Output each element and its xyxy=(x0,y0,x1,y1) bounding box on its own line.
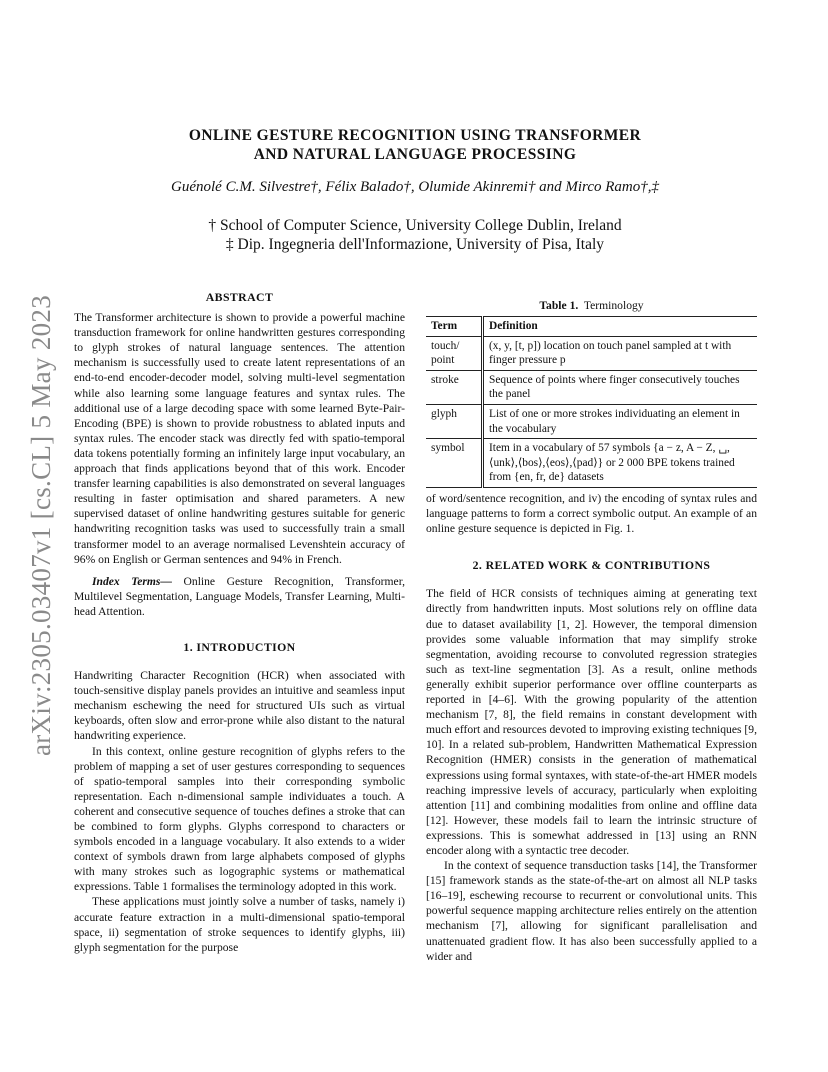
related-work-heading: 2. RELATED WORK & CONTRIBUTIONS xyxy=(472,558,711,573)
table-row xyxy=(426,370,757,404)
table-cell-term: stroke xyxy=(426,370,483,404)
authors: Guénolé C.M. Silvestre†, Félix Balado†, Olumide Akinremi† and Mirco Ramo†,‡ xyxy=(171,179,659,195)
paper-title xyxy=(100,126,730,164)
index-terms xyxy=(74,574,405,619)
related-paragraph-1: The field of HCR consists of techniques aiming at generating text directly from handwritten inputs. Most solutions rely on offline data due to dataset availability [1, 2]. However, the temporal dimension provides some valuable information that may simplify stroke segmentation, avoiding recourse to convoluted regression strategies such as text-line segmentation [3]. As a result, online methods generally exhibit superior performance over offline counterparts as reported in [4–6]. With the growing popularity of the attention mechanism [7, 8], the field remains in constant development with much effort and resources devoted to improving existing techniques [9, 10]. In a related sub-problem, Handwritten Mathematical Expression Recognition (HMER) consists in the generation of mathematical expressions using formal syntaxes, with state-of-the-art HMER models reaching impressive levels of accuracy, particularly when exploiting attention [11] and combining modalities from online and offline data [12]. However, these models fail to learn the intrinsic structure of expressions. This is somewhat addressed in [13] using an RNN encoder along with a syntactic tree decoder. xyxy=(426,587,757,857)
table-row xyxy=(426,336,757,370)
intro-paragraph-1: Handwriting Character Recognition (HCR) when associated with touch-sensitive display panels provides an intuitive and seamless input mechanism eschewing the need for structured UIs such as virtual keyboards, often slow and error-prone while also distant to the natural handwriting experience. xyxy=(74,669,405,743)
table-cell-definition: (x, y, [t, p]) location on touch panel sampled at t with finger pressure p xyxy=(483,336,758,370)
abstract-heading: ABSTRACT xyxy=(205,290,274,304)
index-terms-label: Index Terms— xyxy=(92,574,173,588)
intro-continuation: of word/sentence recognition, and iv) the encoding of syntax rules and language patterns to form a correct symbolic output. An example of an online gesture sequence is depicted in Fig. 1. xyxy=(426,492,757,536)
abstract-text: The Transformer architecture is shown to provide a powerful machine transduction framework for online handwritten gestures corresponding to glyph strokes of natural language sentences. The attention mechanism is successfully used to create latent representations of an end-to-end encoder-decoder model, solving multi-level segmentation while also learning some language features and syntax rules. The additional use of a large decoding space with some learned Byte-Pair-Encoding (BPE) is shown to provide robustness to ablated inputs and syntax rules. The encoder stack was directly fed with spatio-temporal data tokens potentially forming an infinitely large input vocabulary, an approach that finds applications beyond that of this work. Encoder transfer learning capabilities is also demonstrated on several languages resulting in faster optimisation and shared parameters. A new supervised dataset of online handwriting gestures suitable for generic handwriting recognition tasks was used to successfully train a small transformer model to an average normalised Levenshtein accuracy of 96% on English or German sentences and 94% in French. xyxy=(74,311,405,566)
table-cell-term: glyph xyxy=(426,405,483,439)
table-caption xyxy=(426,298,757,313)
terminology-table-block xyxy=(426,298,757,488)
abstract-section xyxy=(74,290,405,955)
table-header-term: Term xyxy=(426,317,483,337)
related-paragraph-2: In the context of sequence transduction tasks [14], the Transformer [15] framework stands as the state-of-the-art on almost all NLP tasks [16–19], eschewing recourse to recurrent or convolutional units. This powerful sequence mapping architecture relies entirely on the attention mechanism [7], allowing for significant parallelisation and unattenuated gradient flow. It has also been successfully applied to a wider and xyxy=(426,859,757,963)
index-terms-text: Online Gesture Recognition, Transformer, Multilevel Segmentation, Language Models, Transfer Learning, Multi-head Attention. xyxy=(74,574,405,618)
table-cell-term: touch/ point xyxy=(426,336,483,370)
title-line-2: AND NATURAL LANGUAGE PROCESSING xyxy=(253,146,577,163)
affiliation-1: † School of Computer Science, University College Dublin, Ireland xyxy=(208,217,622,234)
table-cell-term: symbol xyxy=(426,439,483,488)
intro-paragraph-2: In this context, online gesture recognition of glyphs refers to the problem of mapping a set of user gestures corresponding to sequences of spatio-temporal samples into their corresponding symbolic representation. Each n-dimensional sample individuates a touch. A coherent and consecutive sequence of touches defines a stroke that can be combined to form glyphs. Glyphs correspond to characters or symbols encoded in a language vocabulary. It also extends to a wider context of symbols drawn from large alphabets composed of glyphs with many strokes such as logographic systems or mathematical expressions. Table 1 formalises the terminology adopted in this work. xyxy=(74,744,405,894)
table-row xyxy=(426,439,757,488)
table-cell-definition: Sequence of points where finger consecutively touches the panel xyxy=(483,370,758,404)
arxiv-identifier: arXiv:2305.03407v1 [cs.CL] 5 May 2023 xyxy=(26,294,57,756)
table-caption-label: Table 1. xyxy=(539,299,579,312)
intro-paragraph-3: These applications must jointly solve a number of tasks, namely i) accurate feature extraction in a multi-dimensional spatio-temporal space, ii) segmentation of stroke sequences to identify glyphs, iii) glyph segmentation for the purpose xyxy=(74,895,405,954)
affiliation-2: ‡ Dip. Ingegneria dell'Informazione, University of Pisa, Italy xyxy=(225,236,605,253)
right-column-text xyxy=(426,491,757,964)
terminology-table xyxy=(426,316,757,488)
table-row xyxy=(426,405,757,439)
table-cell-definition: List of one or more strokes individuating an element in the vocabulary xyxy=(483,405,758,439)
table-header-definition: Definition xyxy=(483,317,758,337)
table-caption-text: Terminology xyxy=(583,299,644,312)
title-line-1: ONLINE GESTURE RECOGNITION USING TRANSFORMER xyxy=(188,127,642,144)
table-cell-definition: Item in a vocabulary of 57 symbols {a − z, A − Z, ␣,⟨unk⟩,⟨bos⟩,⟨eos⟩,⟨pad⟩} or 2 000 BPE tokens trained from {en, fr, de} datasets xyxy=(483,439,758,488)
intro-heading: 1. INTRODUCTION xyxy=(183,639,296,654)
